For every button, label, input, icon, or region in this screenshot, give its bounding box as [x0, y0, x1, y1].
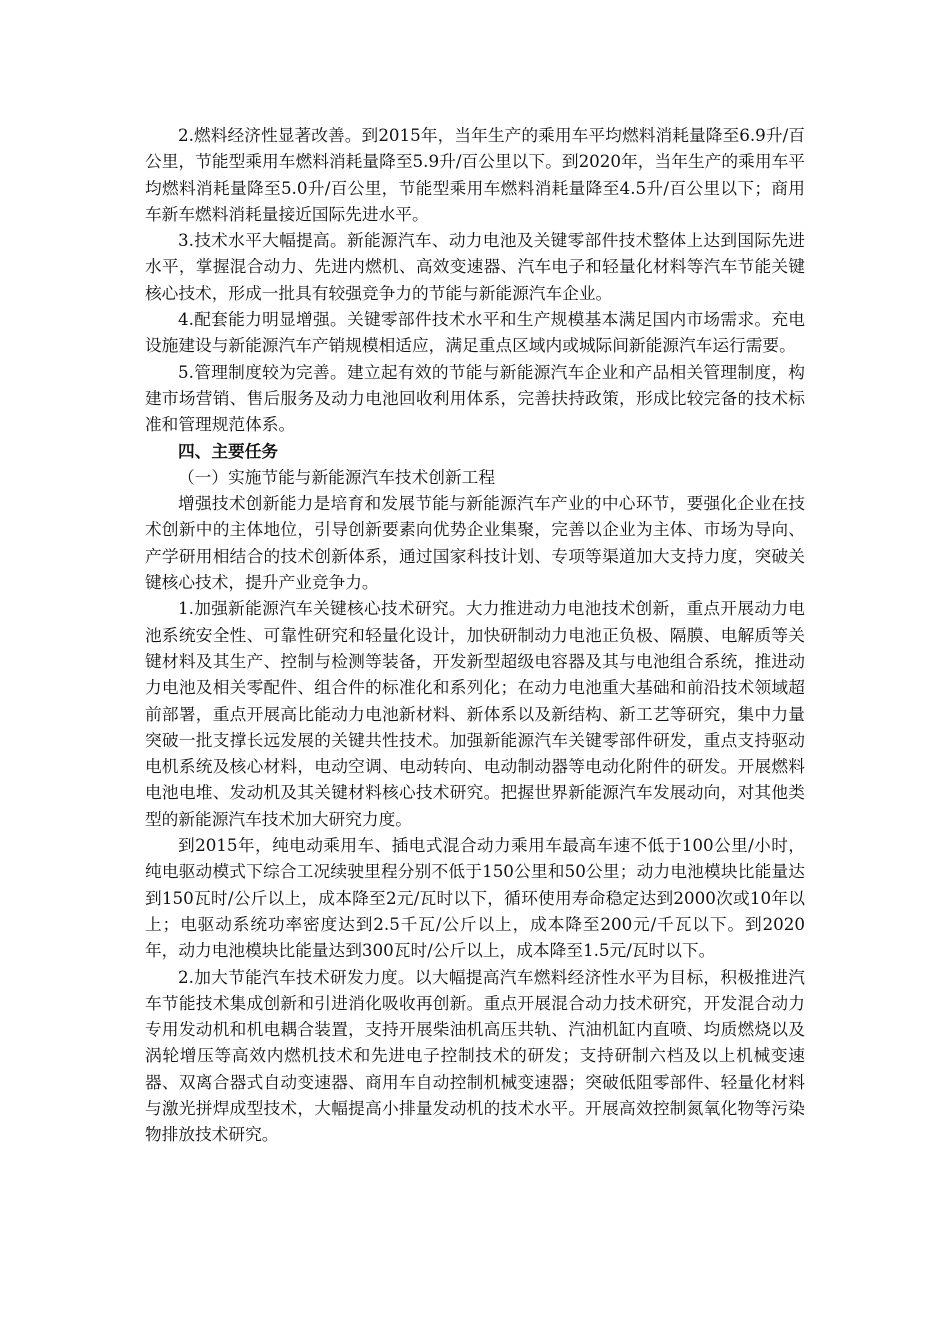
- paragraph-2015-targets: 到2015年，纯电动乘用车、插电式混合动力乘用车最高车速不低于100公里/小时，纯电驱动模式下综合工况续驶里程分别不低于150公里和50公里；动力电池模块比能量达到150瓦时/公斤以上，成本降至2元/瓦时以下，循环使用寿命稳定达到2000次或10年以上；电驱动系统功率密度达到2.5千瓦/公斤以上，成本降至200元/千瓦以下。到2020年，动力电池模块比能量达到300瓦时/公斤以上，成本降至1.5元/瓦时以下。: [145, 835, 805, 961]
- paragraph-tech-level: 3.技术水平大幅提高。新能源汽车、动力电池及关键零部件技术整体上达到国际先进水平，掌握混合动力、先进内燃机、高效变速器、汽车电子和轻量化材料等汽车节能关键核心技术，形成一批具有较强竞争力的节能与新能源汽车企业。: [145, 230, 805, 303]
- paragraph-core-tech-research: 1.加强新能源汽车关键核心技术研究。大力推进动力电池技术创新，重点开展动力电池系统安全性、可靠性研究和轻量化设计，加快研制动力电池正负极、隔膜、电解质等关键材料及其生产、控制与检测等装备，开发新型超级电容器及其与电池组合系统，推进动力电池及相关零配件、组合件的标准化和系列化；在动力电池重大基础和前沿技术领域超前部署，重点开展高比能动力电池新材料、新体系以及新结构、新工艺等研究，集中力量突破一批支撑长远发展的关键共性技术。加强新能源汽车关键零部件研发，重点支持驱动电机系统及核心材料，电动空调、电动转向、电动制动器等电动化附件的研发。开展燃料电池电堆、发动机及其关键材料核心技术研究。把握世界新能源汽车发展动向，对其他类型的新能源汽车技术加大研究力度。: [145, 598, 805, 829]
- paragraph-fuel-economy: 2.燃料经济性显著改善。到2015年，当年生产的乘用车平均燃料消耗量降至6.9升/百公里，节能型乘用车燃料消耗量降至5.9升/百公里以下。到2020年，当年生产的乘用车平均燃料消耗量降至5.0升/百公里，节能型乘用车燃料消耗量降至4.5升/百公里以下；商用车新车燃料消耗量接近国际先进水平。: [145, 125, 805, 224]
- paragraph-energy-saving-rd: 2.加大节能汽车技术研发力度。以大幅提高汽车燃料经济性水平为目标，积极推进汽车节能技术集成创新和引进消化吸收再创新。重点开展混合动力技术研究，开发混合动力专用发动机和机电耦合装置，支持开展柴油机高压共轨、汽油机缸内直喷、均质燃烧以及涡轮增压等高效内燃机技术和先进电子控制技术的研发；支持研制六档及以上机械变速器、双离合器式自动变速器、商用车自动控制机械变速器；突破低阻零部件、轻量化材料与激光拼焊成型技术，大幅提高小排量发动机的技术水平。开展高效控制氮氧化物等污染物排放技术研究。: [145, 966, 805, 1145]
- section-heading-main-tasks: 四、主要任务: [178, 440, 279, 461]
- paragraph-innovation-capacity: 增强技术创新能力是培育和发展节能与新能源汽车产业的中心环节，要强化企业在技术创新中的主体地位，引导创新要素向优势企业集聚，完善以企业为主体、市场为导向、产学研用相结合的技术创新体系，通过国家科技计划、专项等渠道加大支持力度，突破关键核心技术，提升产业竞争力。: [145, 493, 805, 593]
- paragraph-management-system: 5.管理制度较为完善。建立起有效的节能与新能源汽车企业和产品相关管理制度，构建市场营销、售后服务及动力电池回收利用体系，完善扶持政策，形成比较完备的技术标准和管理规范体系。: [145, 361, 805, 435]
- paragraph-supporting-capacity: 4.配套能力明显增强。关键零部件技术水平和生产规模基本满足国内市场需求。充电设施建设与新能源汽车产销规模相适应，满足重点区域内或城际间新能源汽车运行需要。: [145, 309, 805, 356]
- document-body: [145, 122, 805, 1148]
- subsection-heading-innovation: （一）实施节能与新能源汽车技术创新工程: [178, 466, 496, 487]
